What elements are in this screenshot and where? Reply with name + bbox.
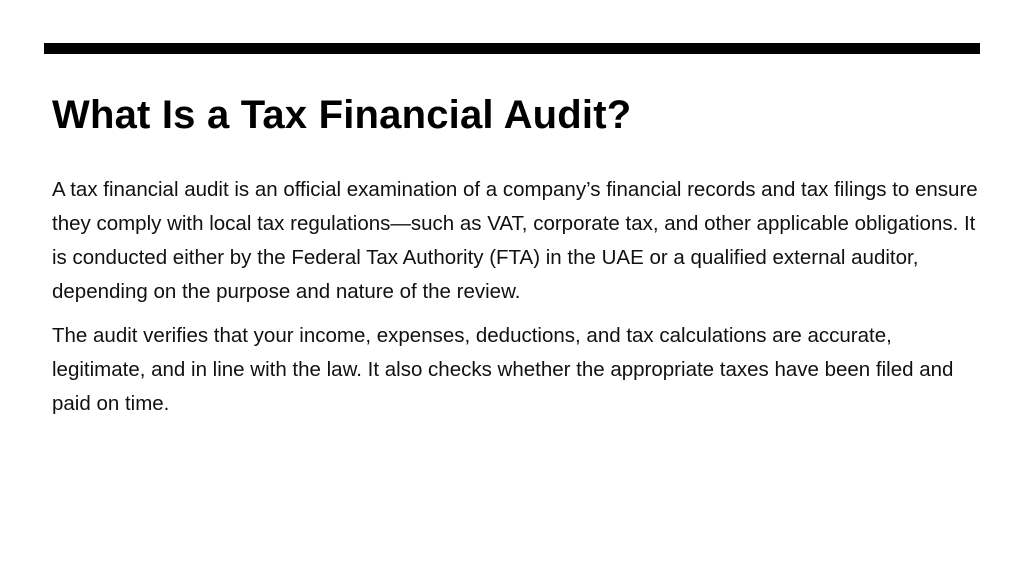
body-paragraph-1: A tax financial audit is an official examination of a company’s financial records and tax filings to ensure they comply with local tax regulations—such as VAT, corporate tax, and other applicable obligations. It is conducted either by the Federal Tax Authority (FTA) in the UAE or a qualified external auditor, depending on the purpose and nature of the review. xyxy=(52,178,978,303)
slide-title: What Is a Tax Financial Audit? xyxy=(52,93,632,137)
slide-body xyxy=(52,173,982,431)
top-divider-bar xyxy=(44,43,980,54)
body-paragraph-2: The audit verifies that your income, expenses, deductions, and tax calculations are accurate, legitimate, and in line with the law. It also checks whether the appropriate taxes have been filed and paid on time. xyxy=(52,324,954,415)
